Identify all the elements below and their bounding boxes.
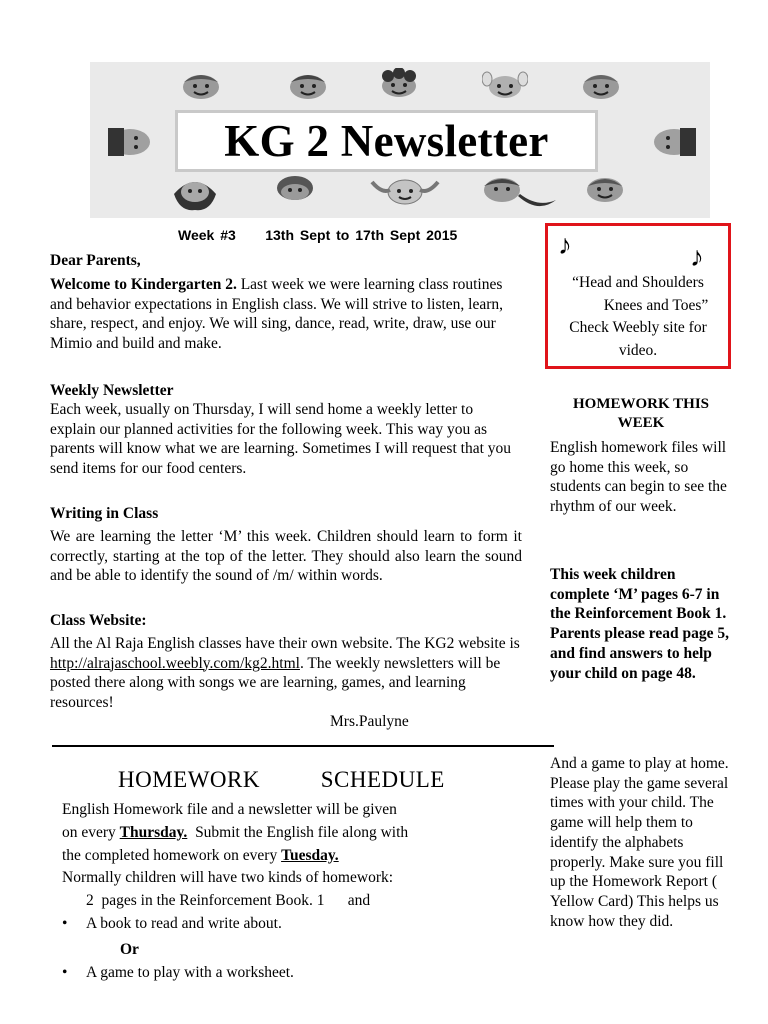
website-link[interactable]: http://alrajaschool.weebly.com/kg2.html (50, 654, 300, 672)
newsletter-heading: Weekly Newsletter (50, 382, 174, 399)
list-item-text: A game to play with a worksheet. (86, 964, 294, 981)
homework-week-text: English homework files will go home this week, so students can begin to see the rhythm of our week. (550, 439, 727, 516)
writing-text: We are learning the letter ‘M’ this week. Children should learn to form it correctly, starting at the top of the letter. They should also learn the sound and be able to identify the sound of /m/ within words. (50, 528, 522, 584)
section-divider (52, 745, 554, 747)
pigtails-face-icon (482, 69, 528, 99)
list-item (62, 964, 294, 982)
homework-week-title: HOMEWORK THIS WEEK (573, 396, 709, 431)
smiling-face-icon (178, 70, 224, 100)
tuesday-label: Tuesday. (281, 847, 339, 864)
braids-face-icon (370, 174, 440, 208)
list-item (62, 915, 282, 933)
bullet-icon: • (62, 915, 68, 932)
thursday-label: Thursday. (119, 824, 188, 841)
signature: Mrs.Paulyne (330, 713, 409, 730)
song-line: video. (618, 341, 658, 359)
song-box (545, 223, 731, 369)
song-text (548, 272, 728, 362)
smiling-face-icon (478, 174, 558, 214)
smiling-face-icon (582, 174, 628, 204)
or-label: Or (120, 941, 139, 958)
side-face-icon (98, 124, 154, 160)
welcome-paragraph (50, 275, 522, 353)
schedule-line: 2 pages in the Reinforcement Book. 1 and (86, 892, 371, 909)
schedule-text: the completed homework on every (62, 847, 282, 864)
homework-schedule-title: HOMEWORK SCHEDULE (118, 767, 445, 792)
curly-hair-face-icon (272, 174, 318, 204)
website-text-end: . The weekly newsletters will be posted there along with songs we are learning, games, and learning resources! (50, 654, 501, 711)
welcome-text: Last week we were learning class routines and behavior expectations in English class. We will strive to listen, learn, share, respect, and enjoy. We will sing, dance, read, write, draw, use our Mimio and build and make. (50, 276, 504, 352)
schedule-text: on every (62, 824, 120, 841)
schedule-line (62, 845, 339, 868)
music-note-icon: ♪ (558, 230, 572, 261)
long-hair-face-icon (170, 176, 220, 212)
greeting: Dear Parents, (50, 252, 141, 269)
song-line: Check Weebly site for (569, 319, 707, 336)
homework-game-text: And a game to play at home. Please play the game several times with your child. The game will help them to identify the alphabets properly. Make sure you fill up the Homework Report ( Yellow Card) This helps us know how they did. (550, 755, 729, 930)
newsletter-text: Each week, usually on Thursday, I will send home a weekly letter to explain our planned activities for the following week. This way you as parents will know what we are learning. Sometimes I will request that you send items for our food centers. (50, 401, 512, 477)
song-line: Knees and Toes” (603, 296, 709, 314)
schedule-line (62, 822, 408, 845)
bullet-icon: • (62, 964, 68, 981)
welcome-heading: Welcome to Kindergarten 2. (50, 276, 237, 293)
week-dates: Week #3 13th Sept to 17th Sept 2015 (178, 227, 458, 243)
website-paragraph (50, 634, 522, 712)
homework-week-instructions: This week children complete ‘M’ pages 6-7 in the Reinforcement Book 1. Parents please read page 5, and find answers to help your child on page 48. (550, 566, 729, 682)
writing-heading: Writing in Class (50, 505, 159, 522)
curly-hair-face-icon (376, 68, 422, 98)
website-text: All the Al Raja English classes have their own website. The KG2 website is (50, 635, 520, 652)
website-heading: Class Website: (50, 612, 147, 629)
music-note-icon: ♪ (690, 242, 704, 273)
schedule-text: Submit the English file along with (187, 824, 409, 841)
list-item-text: A book to read and write about. (86, 915, 282, 932)
schedule-line: English Homework file and a newsletter will be given (62, 801, 397, 818)
song-line: “Head and Shoulders (572, 274, 704, 291)
newsletter-title: KG 2 Newsletter (175, 110, 598, 172)
smiling-face-icon (285, 70, 331, 100)
side-face-icon (650, 124, 706, 160)
schedule-line: Normally children will have two kinds of homework: (62, 869, 394, 886)
smiling-face-icon (578, 70, 624, 100)
